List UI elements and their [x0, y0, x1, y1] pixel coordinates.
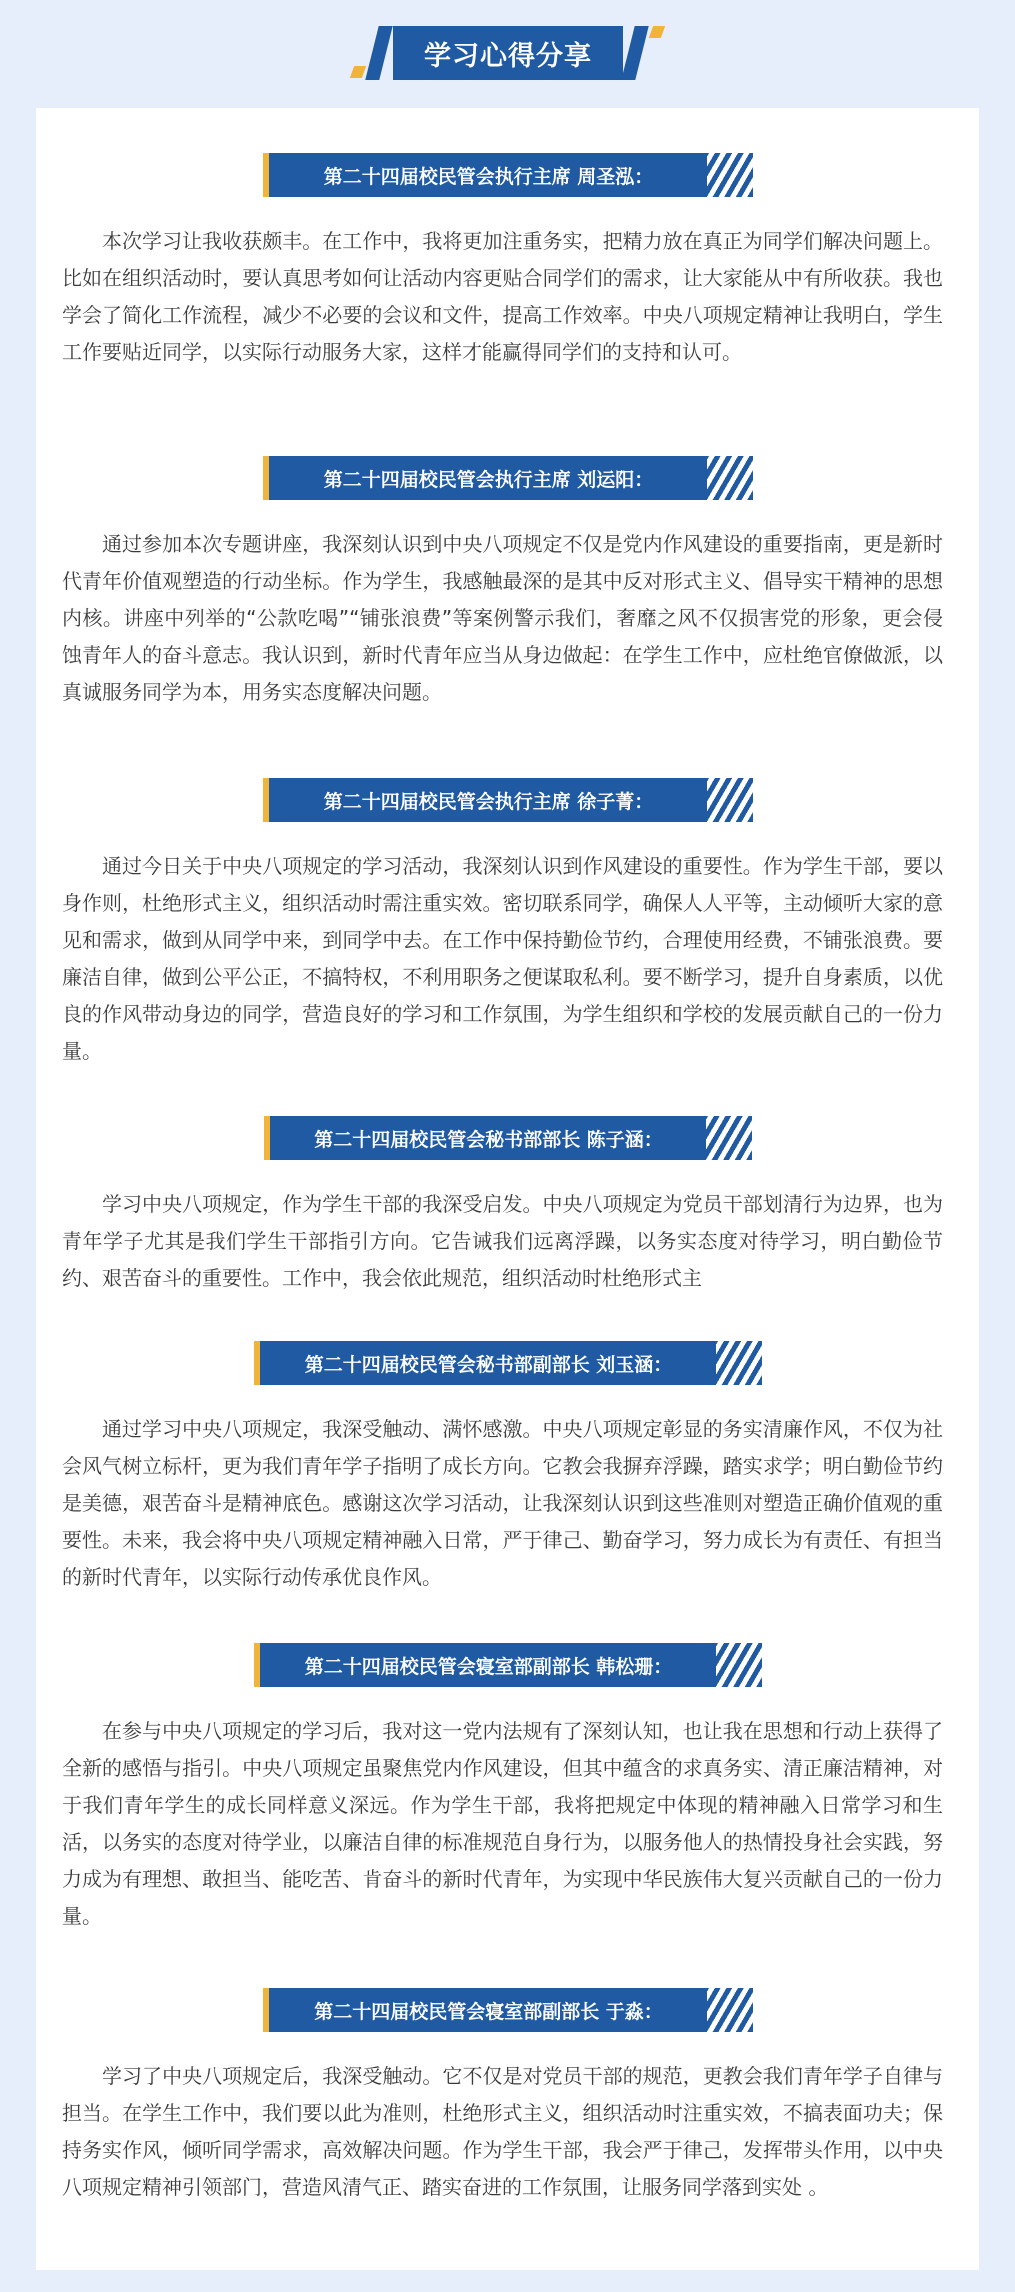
section-body: 通过学习中央八项规定，我深受触动、满怀感激。中央八项规定彰显的务实清廉作风，不仅为社会风气树立标杆，更为我们青年学子指明了成长方向。它教会我摒弃浮躁，踏实求学；明白勤俭节约是美德，艰苦奋斗是精神底色。感谢这次学习活动，让我深刻认识到这些准则对塑造正确价值观的重要性。未来，我会将中央八项规定精神融入日常，严于律己、勤奋学习，努力成长为有责任、有担当的新时代青年，以实际行动传承优良作风。	[62, 1417, 943, 1589]
stripe-decoration	[716, 1341, 762, 1385]
section-header	[263, 456, 753, 500]
section-heading: 第二十四届校民管会执行主席 周圣泓：	[263, 153, 709, 197]
section-header	[254, 1341, 762, 1385]
section-header	[264, 1116, 752, 1160]
section-2	[36, 456, 979, 711]
section-1	[36, 153, 979, 371]
section-body: 学习了中央八项规定后，我深受触动。它不仅是对党员干部的规范，更教会我们青年学子自律与担当。在学生工作中，我们要以此为准则，杜绝形式主义，组织活动时注重实效，不搞表面功夫；保持务实作风，倾听同学需求，高效解决问题。作为学生干部，我会严于律己，发挥带头作用，以中央八项规定精神引领部门，营造风清气正、踏实奋进的工作氛围，让服务同学落到实处 。	[62, 2064, 943, 2199]
left-gold-deco	[350, 66, 366, 78]
section-heading: 第二十四届校民管会秘书部部长 陈子涵：	[264, 1116, 708, 1160]
content-panel	[36, 108, 979, 2270]
section-heading: 第二十四届校民管会执行主席 徐子菁：	[263, 778, 709, 822]
section-body: 通过参加本次专题讲座，我深刻认识到中央八项规定不仅是党内作风建设的重要指南，更是新时代青年价值观塑造的行动坐标。作为学生，我感触最深的是其中反对形式主义、倡导实干精神的思想内核。讲座中列举的“公款吃喝”“铺张浪费”等案例警示我们，奢靡之风不仅损害党的形象，更会侵蚀青年人的奋斗意志。我认识到，新时代青年应当从身边做起：在学生工作中，应杜绝官僚做派，以真诚服务同学为本，用务实态度解决问题。	[62, 532, 943, 704]
title-banner	[0, 22, 1015, 82]
section-heading: 第二十四届校民管会寝室部副部长 韩松珊：	[254, 1643, 718, 1687]
section-header	[263, 153, 753, 197]
section-heading: 第二十四届校民管会秘书部副部长 刘玉涵：	[254, 1341, 718, 1385]
section-body: 通过今日关于中央八项规定的学习活动，我深刻认识到作风建设的重要性。作为学生干部，要以身作则，杜绝形式主义，组织活动时需注重实效。密切联系同学，确保人人平等，主动倾听大家的意见和需求，做到从同学中来，到同学中去。在工作中保持勤俭节约，合理使用经费，不铺张浪费。要廉洁自律，做到公平公正，不搞特权，不利用职务之便谋取私利。要不断学习，提升自身素质，以优良的作风带动身边的同学，营造良好的学习和工作氛围，为学生组织和学校的发展贡献自己的一份力量。	[62, 854, 943, 1063]
right-gold-deco	[649, 26, 665, 38]
section-5	[36, 1341, 979, 1596]
stripe-decoration	[707, 456, 753, 500]
section-heading: 第二十四届校民管会执行主席 刘运阳：	[263, 456, 709, 500]
section-body: 学习中央八项规定，作为学生干部的我深受启发。中央八项规定为党员干部划清行为边界，也为青年学子尤其是我们学生干部指引方向。它告诫我们远离浮躁，以务实态度对待学习，明白勤俭节约、艰苦奋斗的重要性。工作中，我会依此规范，组织活动时杜绝形式主	[62, 1192, 943, 1290]
section-header	[263, 1988, 753, 2032]
stripe-decoration	[716, 1643, 762, 1687]
section-7	[36, 1988, 979, 2206]
section-3	[36, 778, 979, 1070]
stripe-decoration	[707, 1988, 753, 2032]
section-body: 本次学习让我收获颇丰。在工作中，我将更加注重务实，把精力放在真正为同学们解决问题上。比如在组织活动时，要认真思考如何让活动内容更贴合同学们的需求，让大家能从中有所收获。我也学会了简化工作流程，减少不必要的会议和文件，提高工作效率。中央八项规定精神让我明白，学生工作要贴近同学，以实际行动服务大家，这样才能赢得同学们的支持和认可。	[62, 229, 943, 364]
stripe-decoration	[706, 1116, 752, 1160]
section-body: 在参与中央八项规定的学习后，我对这一党内法规有了深刻认知，也让我在思想和行动上获得了全新的感悟与指引。中央八项规定虽聚焦党内作风建设，但其中蕴含的求真务实、清正廉洁精神，对于我们青年学生的成长同样意义深远。作为学生干部，我将把规定中体现的精神融入日常学习和生活，以务实的态度对待学业，以廉洁自律的标准规范自身行为，以服务他人的热情投身社会实践，努力成为有理想、敢担当、能吃苦、肯奋斗的新时代青年，为实现中华民族伟大复兴贡献自己的一份力量。	[62, 1719, 943, 1928]
right-blue-deco	[621, 26, 648, 80]
section-heading: 第二十四届校民管会寝室部副部长 于淼：	[263, 1988, 709, 2032]
left-blue-deco	[365, 26, 392, 80]
page-title: 学习心得分享	[393, 26, 623, 80]
section-6	[36, 1643, 979, 1935]
stripe-decoration	[707, 778, 753, 822]
stripe-decoration	[707, 153, 753, 197]
section-header	[254, 1643, 762, 1687]
section-4	[36, 1116, 979, 1297]
section-header	[263, 778, 753, 822]
